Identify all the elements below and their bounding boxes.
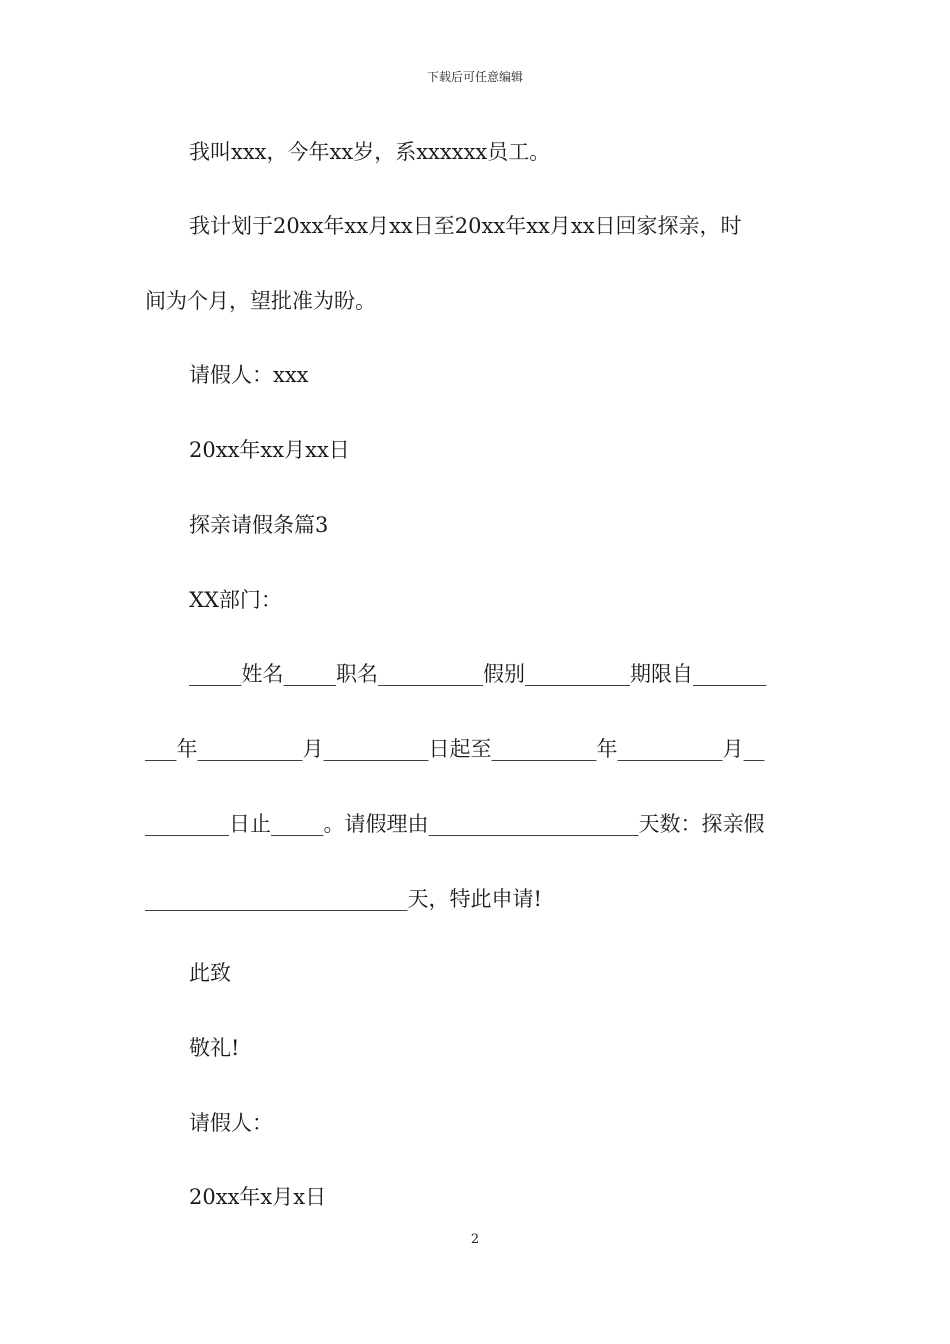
form-line-date-range: ___年__________月__________日起至__________年__________月__ (145, 737, 765, 761)
text-line-date: 20xx年xx月xx日 (189, 438, 350, 462)
text-line-department: XX部门： (189, 588, 282, 612)
text-line-closing: 此致 (189, 961, 231, 985)
text-line-applicant: 请假人：xxx (189, 363, 309, 387)
text-line-self-intro: 我叫xxx，今年xx岁，系xxxxxx员工。 (189, 140, 551, 164)
section-title: 探亲请假条篇3 (189, 513, 329, 537)
text-line-signature: 请假人： (189, 1111, 273, 1135)
form-line-name-title: _____姓名_____职名__________假别__________期限自_______ (189, 662, 767, 686)
form-line-reason: ________日止_____。请假理由____________________天数：探亲假 (145, 812, 765, 836)
page-number: 2 (470, 1232, 480, 1247)
form-line-days: _________________________天，特此申请! (145, 887, 542, 911)
header-note: 下载后可任意编辑 (426, 70, 523, 84)
text-line-plan-continued: 间为个月，望批准为盼。 (145, 289, 376, 313)
text-line-sign-date: 20xx年x月x日 (189, 1185, 327, 1209)
text-line-plan: 我计划于20xx年xx月xx日至20xx年xx月xx日回家探亲，时 (189, 214, 742, 238)
text-line-salutation: 敬礼! (189, 1036, 240, 1060)
